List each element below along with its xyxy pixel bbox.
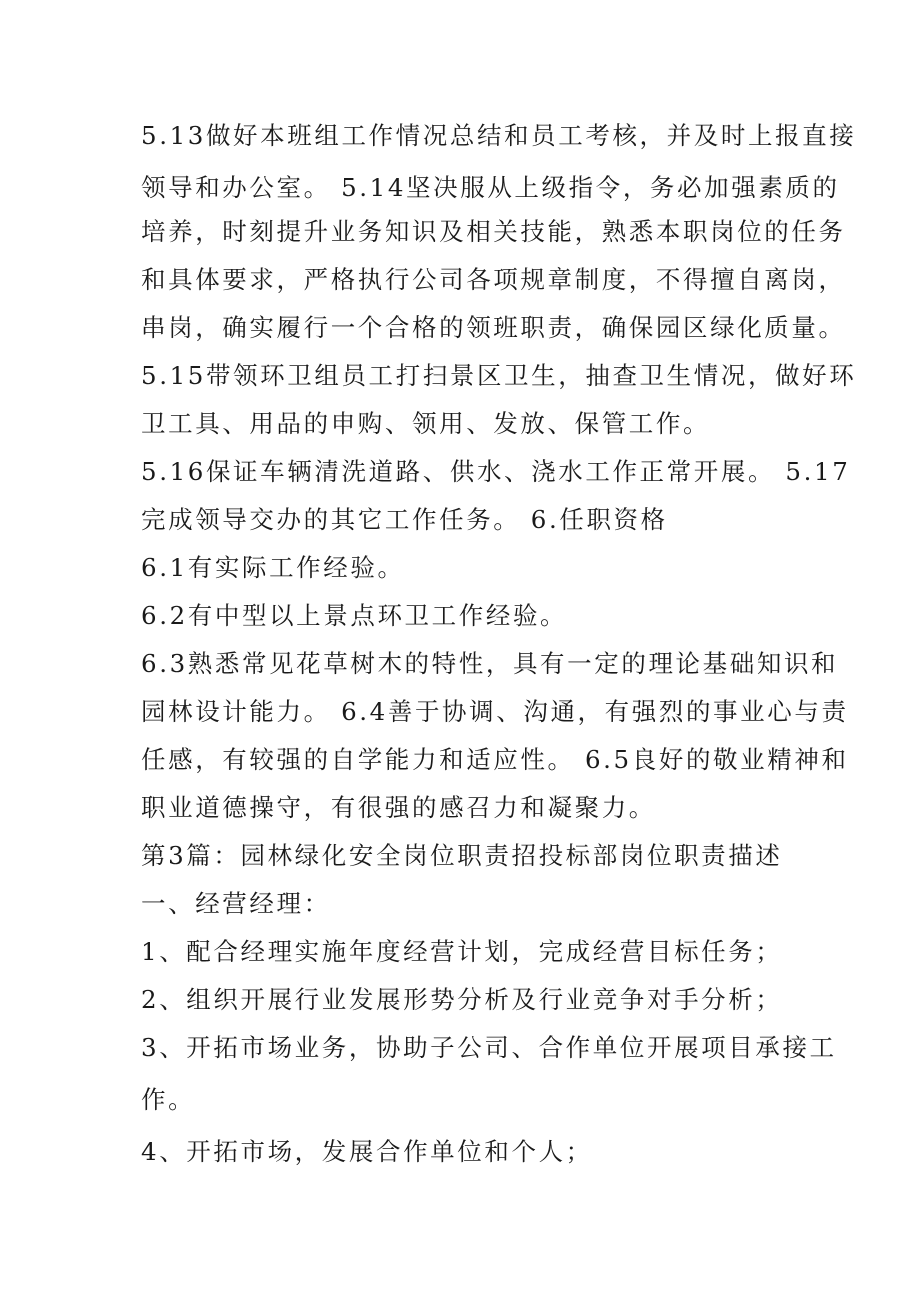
text-line: 培养，时刻提升业务知识及相关技能，熟悉本职岗位的任务 <box>141 217 846 246</box>
text-line: 作。 <box>141 1085 196 1114</box>
text-line: 5.16保证车辆清洗道路、供水、浇水工作正常开展。 5.17 <box>141 457 851 486</box>
text-line: 4、开拓市场，发展合作单位和个人； <box>141 1137 593 1166</box>
text-line: 3、开拓市场业务，协助子公司、合作单位开展项目承接工 <box>141 1033 837 1062</box>
text-line: 完成领导交办的其它工作任务。 6.任职资格 <box>141 505 668 534</box>
text-line: 5.13做好本班组工作情况总结和员工考核，并及时上报直接 <box>141 121 857 150</box>
text-line: 卫工具、用品的申购、领用、发放、保管工作。 <box>141 409 711 438</box>
text-line: 任感，有较强的自学能力和适应性。 6.5良好的敬业精神和 <box>141 745 849 774</box>
text-line: 6.2有中型以上景点环卫工作经验。 <box>141 601 568 630</box>
text-line: 领导和办公室。 5.14坚决服从上级指令，务必加强素质的 <box>141 173 840 202</box>
text-line: 1、配合经理实施年度经营计划，完成经营目标任务； <box>141 937 783 966</box>
text-line: 2、组织开展行业发展形势分析及行业竞争对手分析； <box>141 985 783 1014</box>
text-line: 和具体要求，严格执行公司各项规章制度，不得擅自离岗， <box>141 265 846 294</box>
text-line: 6.3熟悉常见花草树木的特性，具有一定的理论基础知识和 <box>141 649 839 678</box>
text-line: 5.15带领环卫组员工打扫景区卫生，抽查卫生情况，做好环 <box>141 361 857 390</box>
text-line: 园林设计能力。 6.4善于协调、沟通，有强烈的事业心与责 <box>141 697 849 726</box>
subsection-heading: 一、经营经理： <box>141 889 331 918</box>
text-line: 串岗，确实履行一个合格的领班职责，确保园区绿化质量。 <box>141 313 846 342</box>
text-line: 6.1有实际工作经验。 <box>141 553 405 582</box>
text-line: 职业道德操守，有很强的感召力和凝聚力。 <box>141 793 656 822</box>
section-heading: 第3篇：园林绿化安全岗位职责招投标部岗位职责描述 <box>141 841 783 870</box>
